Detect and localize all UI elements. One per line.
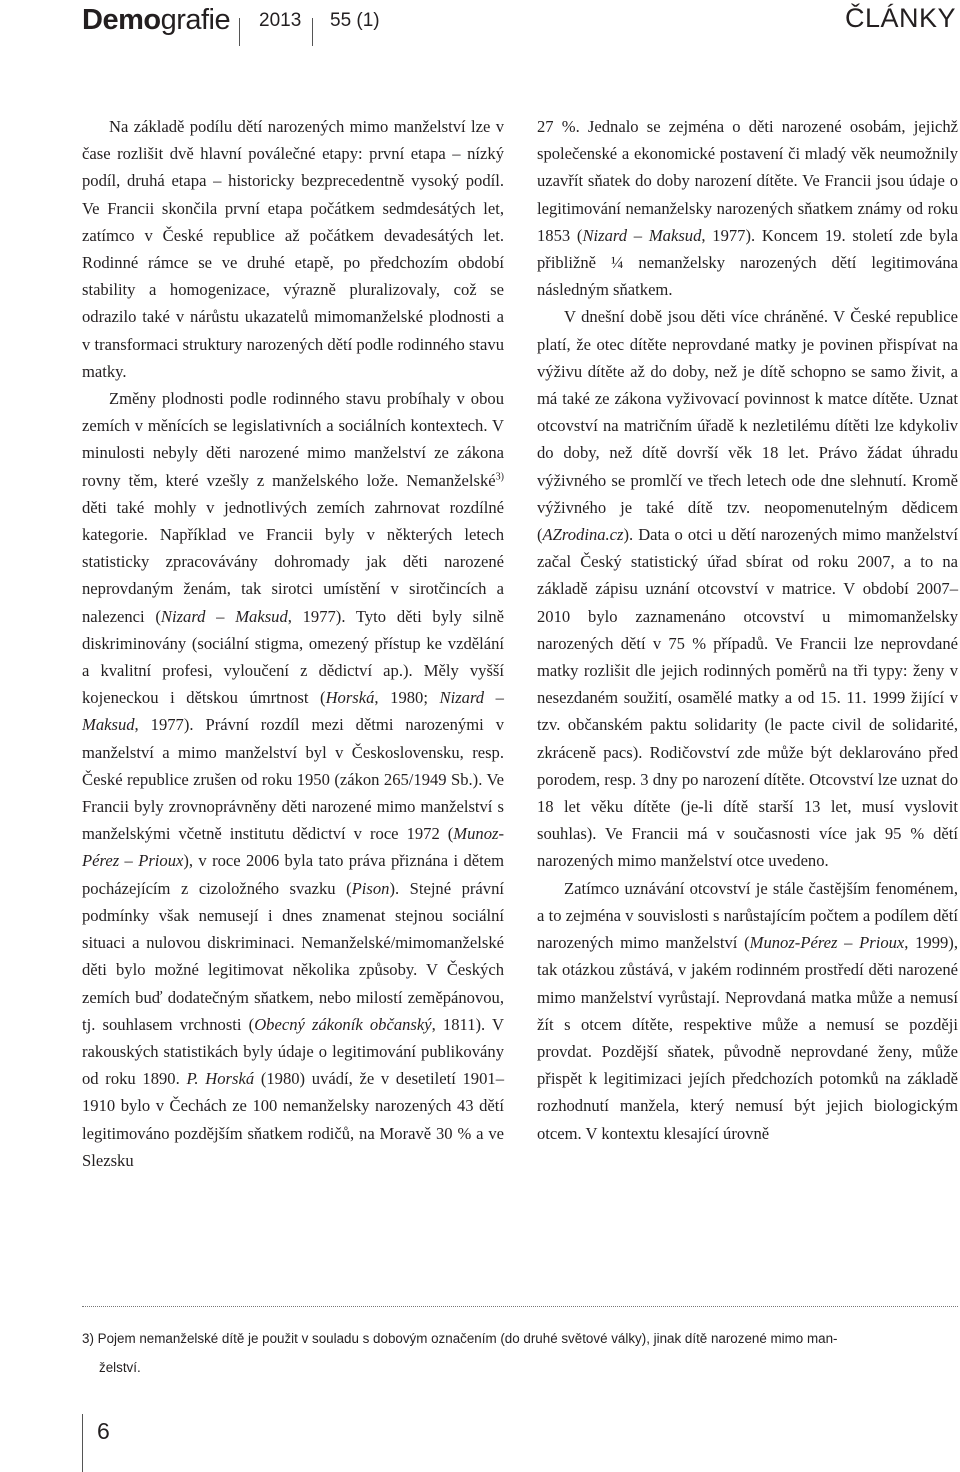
footnote (82, 1324, 952, 1382)
footnote-text: želství. (99, 1360, 141, 1375)
footnote-text: Pojem nemanželské dítě je použit v souladu s dobovým označením (do druhé světové války), jinak dítě narozené mimo man- (97, 1331, 838, 1346)
paragraph (537, 875, 958, 1147)
citation: Munoz-Pérez – Prioux (82, 824, 504, 871)
citation: Obecný zákoník občanský (254, 1014, 432, 1034)
citation: AZrodina.cz (542, 525, 624, 545)
text-run: , 1999), tak otázkou zůstává, v jakém rodinném prostředí děti narozené mimo manželství vyrůstají. Neprovdaná matka může a nemusí žít s otcem dítěte, respektive může a nemusí se později provdat. Pozdější sňatek, původně neprovdané ženy, může přispět k legitimizaci jejích předchozích potomků na základě rozhodnutí manžela, který nemusí být jejich biologickým otcem. V kontextu klesající úrovně (537, 933, 958, 1143)
page-header (0, 0, 960, 52)
citation: P. Horská (186, 1069, 255, 1089)
text-run: ). Data o otci u dětí narozených mimo manželství začal Český statistický úřad sbírat od roku 2007, a to na základě zápisu uznání otcovství v matrice. V období 2007–2010 bylo zaznamenáno otcovství u mimomanželsky narozených dětí v 75 % případů. Ve Francii lze neprovdané matky rozlišit dle jejich rodinných poměrů na tři typy: ženy v nesezdaném soužití, osamělé matky a od 15. 11. 1999 žijící v tzv. občanském paktu solidarity (le pacte civil de solidarité, zkráceně pacs). Rodičovství zde může být deklarováno před porodem, resp. 3 dny po narození dítěte. Otcovství lze uznat do 18 let věku dítěte (je-li dítě starší 13 let, musí vyslovit souhlas). Ve Francii má v současnosti více jak 95 % dětí narozených mimo manželství otce uvedeno. (537, 525, 958, 871)
text-run: 27 %. Jednalo se zejména o děti narozené osobám, jejichž společenské a ekonomické postavení či mladý věk neumožnily uzavřít sňatek do doby narození dítěte. Ve Francii jsou údaje o legitimování nemanželsky narozených sňatkem známy od roku 1853 ( (537, 117, 958, 245)
issue-volume: 55 (1) (330, 10, 380, 31)
section-title: ČLÁNKY (844, 3, 956, 33)
footnote-ref: 3) (495, 471, 504, 483)
text-run: Zatímco uznávání otcovství je stále častějším fenoménem, a to zejména v souvislosti s narůstajícím počtem a podílem dětí narozených mimo manželství ( (537, 878, 958, 953)
footnote-label: 3) (82, 1331, 98, 1346)
right-column (537, 113, 958, 1147)
citation: Munoz-Pérez – Prioux (749, 933, 905, 953)
left-column (82, 113, 504, 1174)
page-number-divider (82, 1414, 83, 1472)
header-divider (239, 18, 240, 46)
citation: Horská (325, 688, 375, 708)
header-divider (312, 18, 313, 46)
issue-year: 2013 (259, 10, 302, 31)
paragraph (537, 113, 958, 303)
logo-bold: Demo (82, 4, 161, 36)
paragraph (82, 385, 504, 1174)
text-run: (1980) uvádí, že v desetiletí 1901–1910 bylo v Čechách ze 100 nemanželsky narozených 43 dětí legitimováno pozdějším sňatkem rodičů, na Moravě 30 % a ve Slezsku (82, 1069, 504, 1170)
text-run: , 1977). Koncem 19. století zde byla přibližně ¼ nemanželsky narozených dětí legitimována následným sňatkem. (537, 225, 958, 300)
page-number: 6 (97, 1418, 110, 1444)
footnote-divider (82, 1306, 958, 1307)
journal-logo (82, 4, 230, 37)
citation: Nizard – Maksud (82, 688, 504, 735)
text-run: V dnešní době jsou děti více chráněné. V České republice platí, že otec dítěte neprovdané matky je povinen přispívat na výživu dítěte až do doby, než je dítě schopno se samo živit, a má také ze zákona vyživovací povinnost k matce dítěte. Uznat otcovství na matričním úřadě k nezletilému dítěti lze kdykoliv do doby, než dítě dovrší věk 18 let. Právo žádat úhradu výživného se promlčí ve třech letech ode dne slehnutí. Kromě výživného je také dítě tzv. neopomenutelným dědicem ( (537, 307, 958, 545)
citation: Pison (351, 878, 390, 898)
citation: Nizard – Maksud (160, 606, 288, 626)
text-run: ). Stejné právní podmínky však nemusejí i dnes znamenat stejnou sociální situaci a nulovou diskriminaci. Nemanželské/mimomanželské děti bylo možné legitimovat několika způsoby. V Českých zemích buď dodatečným sňatkem, nebo milostí zeměpánovou, tj. souhlasem vrchnosti ( (82, 878, 504, 1034)
text-run: , 1811). V rakouských statistikách byly údaje o legitimování publikovány od roku 1890. (82, 1014, 505, 1089)
paragraph (537, 303, 958, 874)
text-run: děti také mohly v jednotlivých zemích zahrnovat rozdílné kategorie. Například ve Francii byly v některých letech statisticky zpracovávány dohromady jak děti narozené neprovdaným ženám, tak sirotci umístění v sirotčincích a nalezenci ( (82, 497, 504, 626)
text-run: , 1977). Tyto děti byly silně diskriminovány (sociální stigma, omezený přístup ke vzdělání a kvalitní profesi, vyloučení z dědictví ap.). Měly vyšší kojeneckou i dětskou úmrtnost ( (82, 606, 504, 708)
paragraph: Na základě podílu dětí narozených mimo manželství lze v čase rozlišit dvě hlavní poválečné etapy: první etapa – nízký podíl, druhá etapa – historicky bezprecedentně vysoký podíl. Ve Francii skončila první etapa počátkem sedmdesátých let, zatímco v České republice až počátkem devadesátých let. Rodinné rámce se ve druhé etapě, po předchozím období stability a homogenizace, výrazně pluralizovaly, což se odrazilo také v nárůstu ukazatelů mimomanželské plodnosti a v transformaci struktury narozených dětí podle rodinného stavu matky. (82, 117, 504, 381)
text-run: Změny plodnosti podle rodinného stavu probíhaly v obou zemích v měnících se legislativních a sociálních kontextech. V minulosti nebyly děti narozené mimo manželství ze zákona rovny těm, které vzešly z manželského lože. Nemanželské (82, 389, 504, 490)
text-run: , 1977). Právní rozdíl mezi dětmi narozenými v manželství a mimo manželství byl v Československu, resp. České republice zrušen od roku 1950 (zákon 265/1949 Sb.). Ve Francii byly zrovnoprávněny děti narozené mimo manželství s manželskými včetně institutu dědictví v roce 1972 ( (82, 715, 504, 844)
text-run: ), v roce 2006 byla tato práva přiznána i dětem pocházejícím z cizoložného svazku ( (82, 851, 504, 898)
text-run: , 1980; (374, 688, 440, 708)
citation: Nizard – Maksud (582, 225, 702, 245)
logo-light: grafie (160, 4, 231, 36)
